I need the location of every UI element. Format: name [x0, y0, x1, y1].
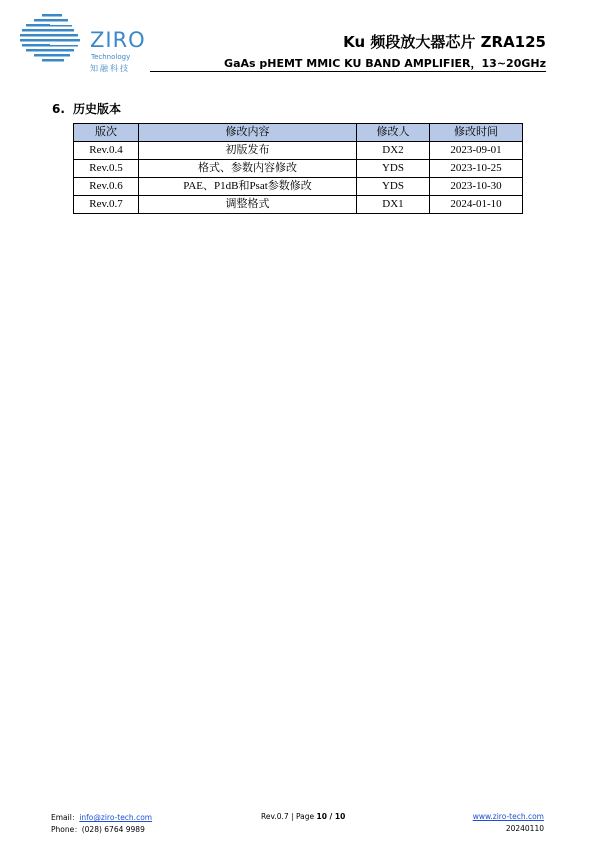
- website-link[interactable]: www.ziro-tech.com: [472, 812, 544, 821]
- section-title: 历史版本: [73, 102, 122, 116]
- page-number: 10 / 10: [316, 812, 346, 821]
- cell-author: DX2: [357, 142, 430, 160]
- cell-version: Rev.0.6: [74, 178, 139, 196]
- document-subtitle: GaAs pHEMT MMIC KU BAND AMPLIFIER，13~20GHz: [224, 57, 546, 70]
- section-number: 6.: [52, 102, 65, 116]
- footer-website: [473, 812, 544, 821]
- column-header-version: 版次: [74, 124, 139, 142]
- cell-date: 2024-01-10: [430, 196, 523, 214]
- footer-page-info: [261, 812, 345, 821]
- revision-history-table: [73, 123, 523, 214]
- cell-changes: 调整格式: [139, 196, 357, 214]
- email-link[interactable]: info@ziro-tech.com: [79, 813, 153, 822]
- cell-changes: PAE、P1dB和Psat参数修改: [139, 178, 357, 196]
- revision-label: Rev.0.7 | Page: [261, 812, 315, 821]
- footer-phone: Phone：(028) 6764 9989: [51, 825, 145, 834]
- header-divider: [150, 71, 546, 72]
- cell-author: YDS: [357, 160, 430, 178]
- section-heading: [52, 100, 121, 117]
- cell-author: DX1: [357, 196, 430, 214]
- footer-email: [51, 812, 152, 823]
- cell-version: Rev.0.4: [74, 142, 139, 160]
- table-row: [74, 142, 523, 160]
- cell-date: 2023-09-01: [430, 142, 523, 160]
- cell-version: Rev.0.7: [74, 196, 139, 214]
- email-label: Email：: [51, 813, 80, 822]
- column-header-date: 修改时间: [430, 124, 523, 142]
- logo-globe-icon: [20, 14, 88, 62]
- cell-date: 2023-10-25: [430, 160, 523, 178]
- table-header-row: [74, 124, 523, 142]
- footer-date: 20240110: [505, 824, 544, 833]
- cell-date: 2023-10-30: [430, 178, 523, 196]
- document-title: Ku 频段放大器芯片 ZRA125: [343, 33, 546, 51]
- logo-chinese-name: 知融科技: [90, 64, 130, 73]
- cell-version: Rev.0.5: [74, 160, 139, 178]
- column-header-author: 修改人: [357, 124, 430, 142]
- table-row: [74, 160, 523, 178]
- logo-tagline: Technology: [91, 53, 131, 61]
- column-header-changes: 修改内容: [139, 124, 357, 142]
- cell-author: YDS: [357, 178, 430, 196]
- logo-name: ZIRO: [90, 28, 146, 52]
- cell-changes: 格式、参数内容修改: [139, 160, 357, 178]
- table-row: [74, 178, 523, 196]
- cell-changes: 初版发布: [139, 142, 357, 160]
- table-row: [74, 196, 523, 214]
